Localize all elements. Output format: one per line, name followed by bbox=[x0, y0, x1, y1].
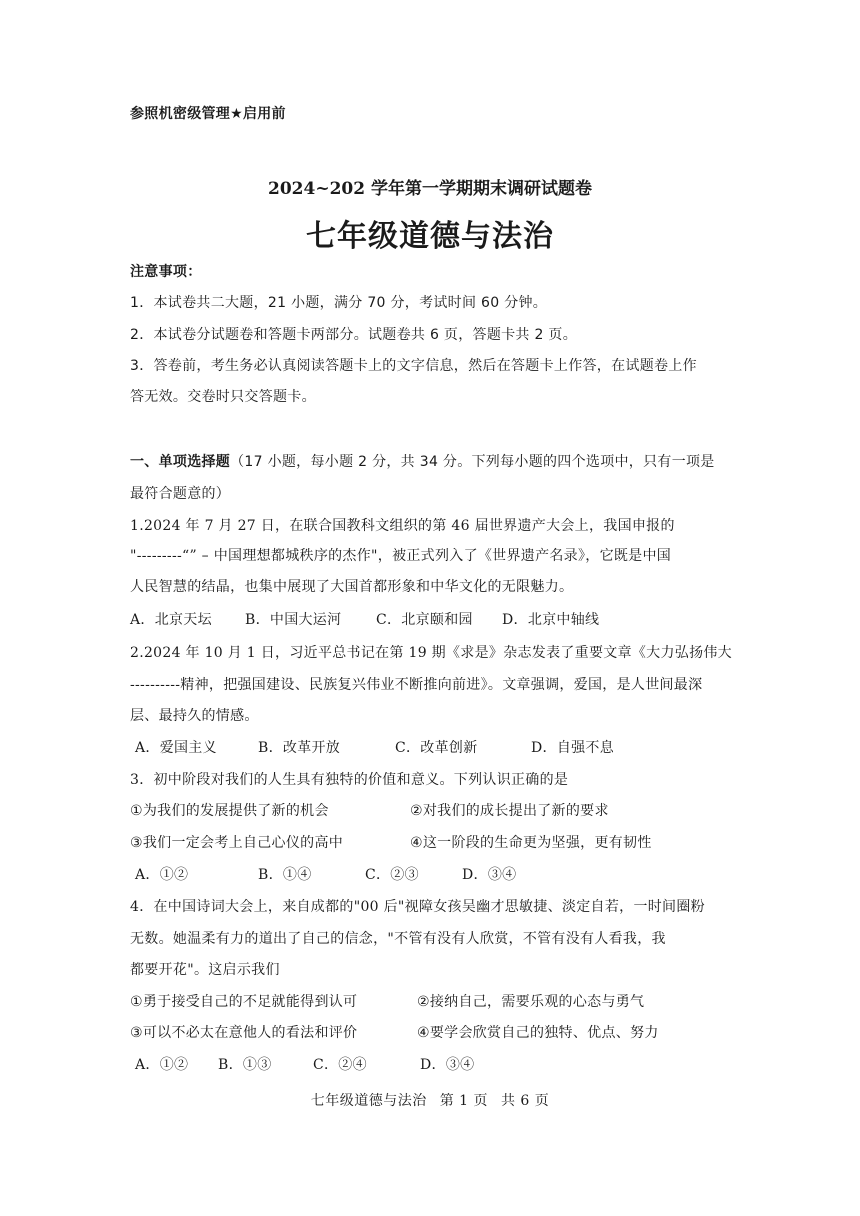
q1-option-d: D．北京中轴线 bbox=[502, 612, 600, 628]
q4-option-a: A．①② bbox=[135, 1057, 189, 1073]
section-title-line2: 最符合题意的） bbox=[130, 486, 231, 502]
q1-stem-line: "---------“” – 中国理想都城秩序的杰作"，被正式列入了《世界遗产名录》，它既是中国 bbox=[130, 548, 672, 564]
q4-stem-line: 无数。她温柔有力的道出了自己的信念，"不管有没有人欣赏，不管有没有人看我，我 bbox=[130, 931, 666, 947]
q4-stem-line: 4．在中国诗词大会上，来自成都的"00 后"视障女孩吴幽才思敏捷、淡定自若，一时间圈粉 bbox=[130, 899, 705, 915]
q2-option-d: D．自强不息 bbox=[531, 740, 615, 756]
notice-item: 1．本试卷共二大题，21 小题，满分 70 分，考试时间 60 分钟。 bbox=[130, 295, 548, 311]
q3-statements-row bbox=[130, 833, 652, 853]
q4-option-b: B．①③ bbox=[218, 1057, 272, 1073]
section-title-rest: （17 小题，每小题 2 分，共 34 分。下列每小题的四个选项中，只有一项是 bbox=[230, 454, 715, 470]
q4-option-d: D．③④ bbox=[420, 1057, 475, 1073]
q4-statements-row bbox=[130, 992, 644, 1012]
notice-item: 答无效。交卷时只交答题卡。 bbox=[130, 389, 316, 405]
q4-options bbox=[135, 1055, 474, 1075]
q3-options bbox=[135, 865, 516, 885]
q1-options bbox=[130, 610, 599, 630]
q3-option-c: C．②③ bbox=[365, 867, 419, 883]
q1-stem-line: 人民智慧的结晶，也集中展现了大国首都形象和中华文化的无限魅力。 bbox=[130, 579, 574, 595]
q4-option-c: C．②④ bbox=[313, 1057, 367, 1073]
q2-option-c: C．改革创新 bbox=[395, 740, 478, 756]
q3-option-d: D．③④ bbox=[462, 867, 517, 883]
q4-statement: ①勇于接受自己的不足就能得到认可 bbox=[130, 994, 358, 1010]
footer-page-number: 第 1 页 bbox=[439, 1093, 488, 1109]
q4-statement: ②接纳自己，需要乐观的心态与勇气 bbox=[417, 994, 645, 1010]
confidentiality-label: 参照机密级管理★启用前 bbox=[130, 106, 286, 122]
q4-stem-line: 都要开花"。这启示我们 bbox=[130, 962, 280, 978]
q4-statement: ③可以不必太在意他人的看法和评价 bbox=[130, 1025, 358, 1041]
q2-options bbox=[135, 738, 614, 758]
q3-statement: ②对我们的成长提出了新的要求 bbox=[410, 803, 609, 819]
q3-statement: ③我们一定会考上自己心仪的高中 bbox=[130, 835, 344, 851]
q1-option-a: A．北京天坛 bbox=[130, 612, 212, 628]
q4-statement: ④要学会欣赏自己的独特、优点、努力 bbox=[417, 1025, 659, 1041]
page-footer bbox=[0, 1090, 860, 1110]
section-title bbox=[130, 452, 715, 472]
q2-stem-line: 2.2024 年 10 月 1 日，习近平总书记在第 19 期《求是》杂志发表了重要文章《大力弘扬伟大 bbox=[130, 645, 732, 661]
q2-stem-line: 层、最持久的情感。 bbox=[130, 708, 259, 724]
notice-item: 2．本试卷分试题卷和答题卡两部分。试题卷共 6 页，答题卡共 2 页。 bbox=[130, 327, 578, 343]
q3-statement: ④这一阶段的生命更为坚强，更有韧性 bbox=[410, 835, 652, 851]
q3-option-a: A．①② bbox=[135, 867, 189, 883]
notice-item: 3．答卷前，考生务必认真阅读答题卡上的文字信息，然后在答题卡上作答，在试题卷上作 bbox=[130, 358, 697, 374]
q4-statements-row bbox=[130, 1023, 659, 1043]
section-title-bold: 一、单项选择题 bbox=[130, 454, 231, 470]
q1-option-b: B．中国大运河 bbox=[245, 612, 342, 628]
q1-option-c: C．北京颐和园 bbox=[376, 612, 473, 628]
notice-heading: 注意事项： bbox=[130, 264, 202, 280]
q2-option-a: A．爱国主义 bbox=[135, 740, 217, 756]
exam-title: 2024~202 学年第一学期期末调研试题卷 bbox=[268, 179, 592, 199]
footer-subject: 七年级道德与法治 bbox=[310, 1093, 427, 1109]
q1-stem-line: 1.2024 年 7 月 27 日，在联合国教科文组织的第 46 届世界遗产大会上，我国申报的 bbox=[130, 518, 675, 534]
footer-total-pages: 共 6 页 bbox=[500, 1093, 550, 1109]
q3-statements-row bbox=[130, 801, 609, 821]
q3-option-b: B．①④ bbox=[258, 867, 312, 883]
subject-title: 七年级道德与法治 bbox=[306, 219, 554, 254]
q3-statement: ①为我们的发展提供了新的机会 bbox=[130, 803, 329, 819]
q2-stem-line: ----------精神，把强国建设、民族复兴伟业不断推向前进》。文章强调，爱国，是人世间最深 bbox=[130, 677, 703, 693]
q2-option-b: B．改革开放 bbox=[258, 740, 341, 756]
q3-stem: 3．初中阶段对我们的人生具有独特的价值和意义。下列认识正确的是 bbox=[130, 772, 569, 788]
